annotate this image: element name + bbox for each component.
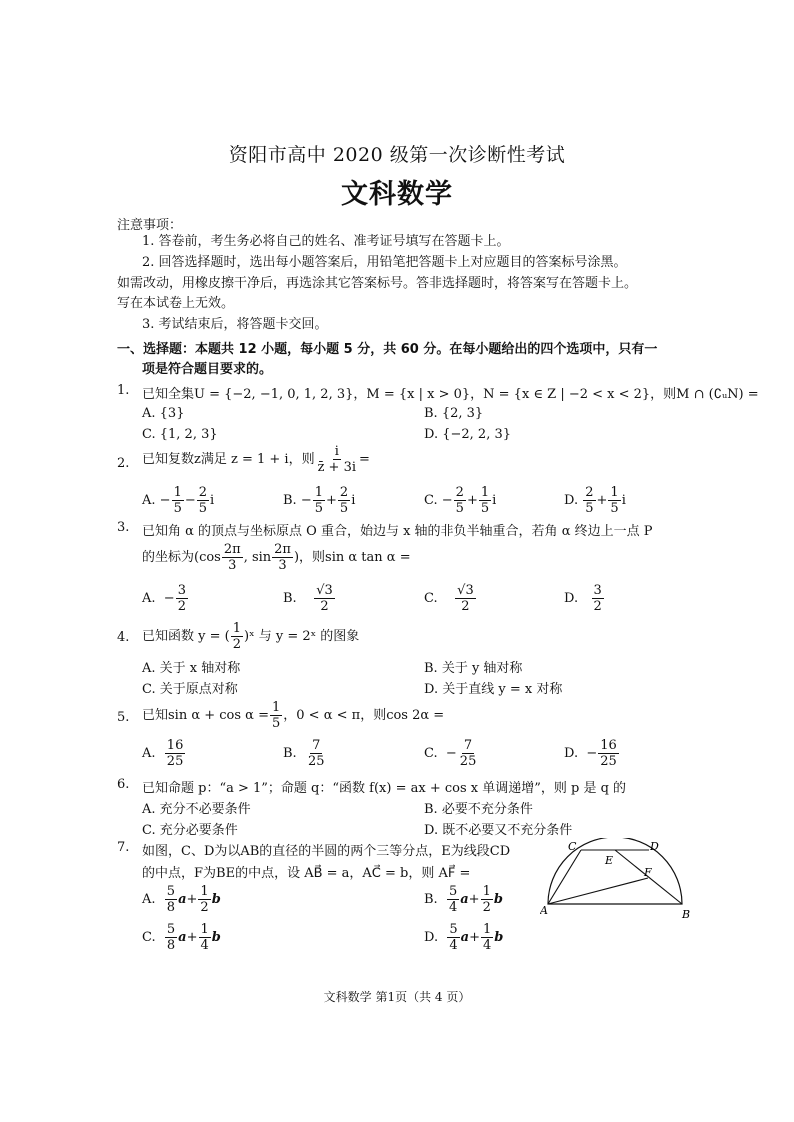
q1-option-a: A. {3}	[142, 406, 185, 421]
label-b: B	[682, 908, 690, 921]
q6-number: 6.	[117, 777, 130, 792]
q3-option-a: A. − $\frac{3}{2}$	[142, 583, 186, 614]
note-2-cont: 如需改动，用橡皮擦干净后，再选涂其它答案标号。答非选择题时，将答案写在答题卡上。	[117, 276, 638, 291]
q2-option-c: C. − $\frac{2}{5}$ + $\frac{1}{5}$ i	[424, 485, 497, 516]
section-heading	[117, 340, 687, 380]
q7-option-a: A. $\frac{5}{8}$ a+ $\frac{1}{2}$ b	[142, 884, 221, 915]
q1-option-c: C. {1, 2, 3}	[142, 427, 218, 442]
label-e: E	[605, 854, 614, 867]
q5-option-d: D. − $\frac{16}{25}$	[564, 738, 617, 769]
page-footer: 文科数学 第1页（共 4 页）	[323, 990, 471, 1004]
q4-number: 4.	[117, 630, 130, 645]
q1-stem: 已知全集U = {−2, −1, 0, 1, 2, 3}，M = {x | x > 0}，N = {x ∈ Z | −2 < x < 2}，则M ∩ (∁ᵤN) =	[142, 387, 759, 402]
segment-af	[548, 878, 648, 904]
q1-option-b: B. {2, 3}	[424, 406, 484, 421]
label-d: D	[650, 840, 659, 853]
q2-option-d: D. $\frac{2}{5}$ + $\frac{1}{5}$ i	[564, 485, 626, 516]
q4-option-a: A. 关于 x 轴对称	[142, 661, 241, 676]
semicircle-figure	[540, 838, 690, 923]
q3-line-2: 的坐标为(cos $\frac{2\pi}{3}$ , sin $\frac{2\pi}{3}$ )，则sin α tan α =	[142, 542, 411, 573]
q3-option-b: B. $\frac{√3}{2}$	[283, 583, 333, 614]
note-2-cont-2: 写在本试卷上无效。	[117, 296, 235, 311]
q3-number: 3.	[117, 520, 130, 535]
q3-option-c: C. $\frac{√3}{2}$	[424, 583, 474, 614]
q5-stem: 已知sin α + cos α = $\frac{1}{5}$ ，0 < α < π，则cos 2α =	[142, 700, 445, 731]
q6-stem: 已知命题 p：“a > 1”；命题 q：“函数 f(x) = ax + cos x 单调递增”，则 p 是 q 的	[142, 781, 627, 796]
q7-line-1: 如图，C、D为以AB的直径的半圆的两个三等分点，E为线段CD	[142, 844, 511, 859]
notes-heading: 注意事项：	[117, 218, 183, 233]
section-line-1: 一、选择题：本题共 12 小题，每小题 5 分，共 60 分。在每小题给出的四个选项中，只有一	[117, 342, 658, 357]
note-2: 2. 回答选择题时，选出每小题答案后，用铅笔把答题卡上对应题目的答案标号涂黑。	[142, 255, 627, 270]
q6-option-c: C. 充分必要条件	[142, 823, 238, 838]
q2-option-a: A. − $\frac{1}{5}$ − $\frac{2}{5}$ i	[142, 485, 215, 516]
q7-option-c: C. $\frac{5}{8}$ a+ $\frac{1}{4}$ b	[142, 922, 221, 953]
label-a: A	[540, 904, 548, 917]
note-3: 3. 考试结束后，将答题卡交回。	[142, 317, 328, 332]
q4-option-d: D. 关于直线 y = x 对称	[424, 682, 563, 697]
note-1: 1. 答卷前，考生务必将自己的姓名、准考证号填写在答题卡上。	[142, 234, 510, 249]
q4-option-c: C. 关于原点对称	[142, 682, 238, 697]
q2-stem: 已知复数z满足 z = 1 + i，则 $\frac{i}{z̄ + 3i}$ =	[142, 444, 370, 475]
q7-line-2: 的中点，F为BE的中点，设 AB⃗ = a，AC⃗ = b，则 AF⃗ =	[142, 866, 471, 881]
q7-option-b: B. $\frac{5}{4}$ a+ $\frac{1}{2}$ b	[424, 884, 503, 915]
q4-stem: 已知函数 y = ( $\frac{1}{2}$ )ˣ 与 y = 2ˣ 的图象	[142, 621, 360, 652]
q5-option-a: A. $\frac{16}{25}$	[142, 738, 184, 769]
label-c: C	[568, 840, 577, 853]
label-f: F	[644, 866, 652, 879]
exam-title: 资阳市高中 2020 级第一次诊断性考试	[228, 144, 566, 166]
q1-option-d: D. {−2, 2, 3}	[424, 427, 512, 442]
exam-subject: 文科数学	[341, 179, 453, 210]
section-line-2: 项是符合题目要求的。	[142, 362, 273, 377]
q2-option-b: B. − $\frac{1}{5}$ + $\frac{2}{5}$ i	[283, 485, 356, 516]
q7-option-d: D. $\frac{5}{4}$ a+ $\frac{1}{4}$ b	[424, 922, 504, 953]
q3-option-d: D. $\frac{3}{2}$	[564, 583, 602, 614]
q5-number: 5.	[117, 710, 130, 725]
q5-option-c: C. − $\frac{7}{25}$	[424, 738, 477, 769]
q4-option-b: B. 关于 y 轴对称	[424, 661, 523, 676]
q6-option-b: B. 必要不充分条件	[424, 802, 533, 817]
q2-number: 2.	[117, 456, 130, 471]
q7-number: 7.	[117, 840, 130, 855]
q6-option-a: A. 充分不必要条件	[142, 802, 251, 817]
q1-number: 1.	[117, 383, 130, 398]
q3-line-1: 已知角 α 的顶点与坐标原点 O 重合，始边与 x 轴的非负半轴重合，若角 α 终边上一点 P	[142, 524, 653, 539]
q6-option-d: D. 既不必要又不充分条件	[424, 823, 573, 838]
q5-option-b: B. $\frac{7}{25}$	[283, 738, 325, 769]
